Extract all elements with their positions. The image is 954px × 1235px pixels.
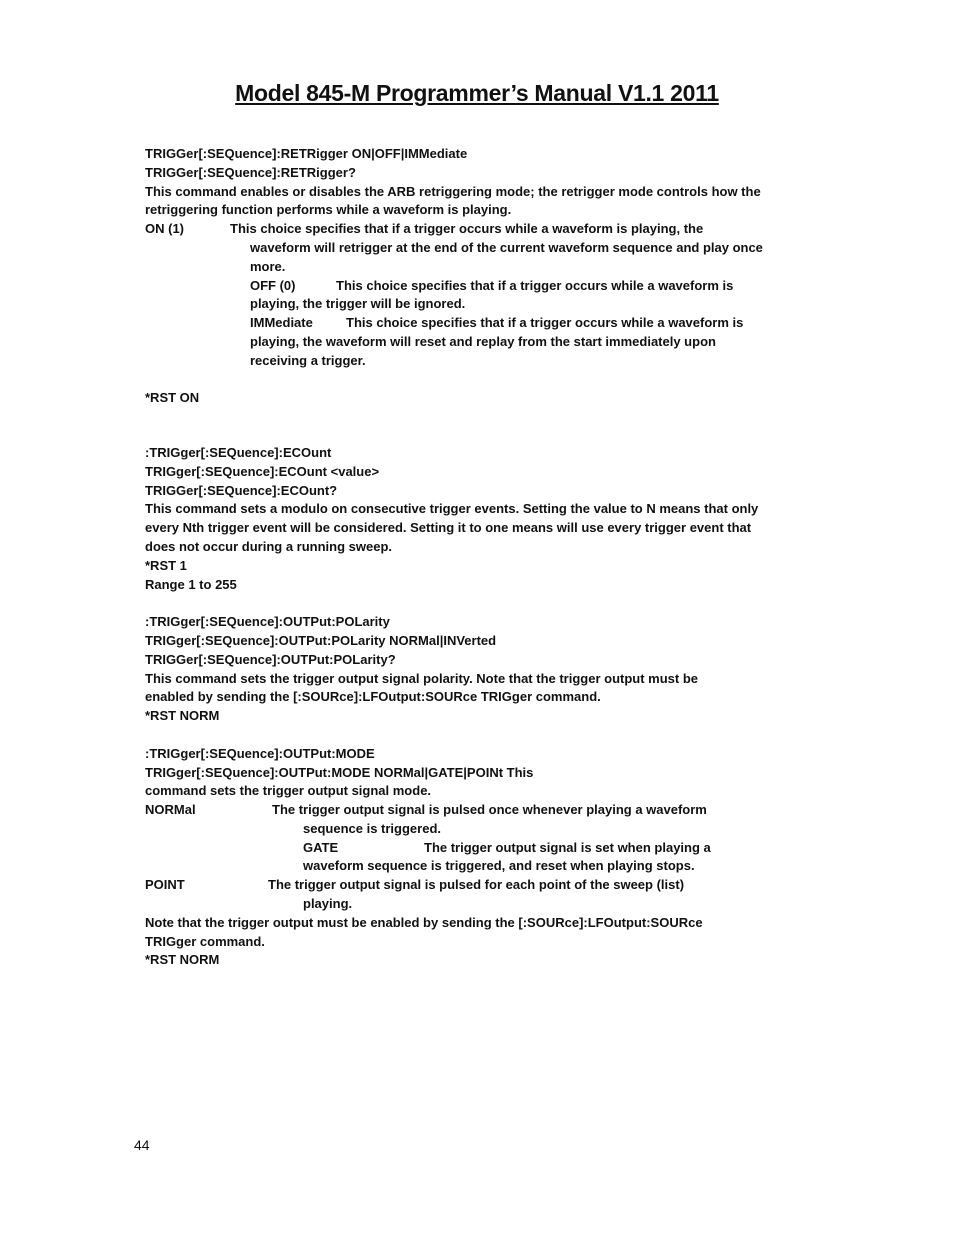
ecount-description-3: does not occur during a running sweep. [145,538,393,554]
option-term: ON (1) [145,221,184,237]
option-description: waveform sequence is triggered, and reset when playing stops. [303,858,695,874]
option-term: GATE [303,839,339,855]
mode-reset-value: *RST NORM [145,952,220,968]
retrigger-option-off [145,277,805,296]
ecount-range: Range 1 to 255 [145,576,237,592]
retrigger-option-on [145,220,805,239]
option-description: receiving a trigger. [250,352,366,368]
ecount-description-2: every Nth trigger event will be considered. Setting it to one means will use every trigger event that [145,520,752,536]
option-term: IMMediate [250,315,313,331]
option-description: The trigger output signal is set when playing a [424,839,711,855]
mode-option-normal [145,801,805,820]
polarity-query: TRIGGer[:SEQuence]:OUTPut:POLarity? [145,651,396,667]
option-description: sequence is triggered. [303,820,441,836]
option-description: playing, the waveform will reset and replay from the start immediately upon [250,333,716,349]
ecount-reset-value: *RST 1 [145,557,187,573]
ecount-query: TRIGGer[:SEQuence]:ECOunt? [145,482,338,498]
polarity-command: :TRIGger[:SEQuence]:OUTPut:POLarity [145,614,390,630]
retrigger-description-1: This command enables or disables the ARB retriggering mode; the retrigger mode controls how the [145,183,761,199]
document-body [145,145,805,970]
mode-note-2: TRIGger command. [145,933,265,949]
mode-command: :TRIGger[:SEQuence]:OUTPut:MODE [145,745,375,761]
mode-description: command sets the trigger output signal mode. [145,783,432,799]
ecount-command-value: TRIGger[:SEQuence]:ECOunt <value> [145,463,380,479]
retrigger-reset-value: *RST ON [145,390,200,406]
option-description: This choice specifies that if a trigger occurs while a waveform is playing, the [230,221,704,237]
polarity-reset-value: *RST NORM [145,708,220,724]
mode-command-value: TRIGger[:SEQuence]:OUTPut:MODE NORMal|GATE|POINt This [145,764,534,780]
ecount-command: :TRIGger[:SEQuence]:ECOunt [145,444,332,460]
option-description: more. [250,258,286,274]
option-term: POINT [145,877,185,893]
mode-option-point [145,876,805,895]
mode-option-gate [145,839,805,858]
option-term: OFF (0) [250,277,296,293]
ecount-description-1: This command sets a modulo on consecutive trigger events. Setting the value to N means that only [145,501,759,517]
polarity-description-2: enabled by sending the [:SOURce]:LFOutput:SOURce TRIGger command. [145,689,601,705]
option-description: playing, the trigger will be ignored. [250,296,466,312]
option-description: playing. [303,896,353,912]
retrigger-command: TRIGGer[:SEQuence]:RETRigger ON|OFF|IMMediate [145,146,468,161]
retrigger-option-immediate [145,314,805,333]
page-title: Model 845-M Programmer’s Manual V1.1 2011 [235,80,719,106]
retrigger-query: TRIGGer[:SEQuence]:RETRigger? [145,164,356,180]
option-description: This choice specifies that if a trigger occurs while a waveform is [336,277,734,293]
retrigger-description-2: retriggering function performs while a waveform is playing. [145,202,512,218]
option-term: NORMal [145,802,196,818]
option-description: The trigger output signal is pulsed once whenever playing a waveform [272,802,707,818]
polarity-command-value: TRIGger[:SEQuence]:OUTPut:POLarity NORMal|INVerted [145,632,497,648]
mode-note-1: Note that the trigger output must be enabled by sending the [:SOURce]:LFOutput:SOURce [145,914,703,930]
option-description: The trigger output signal is pulsed for each point of the sweep (list) [268,877,685,893]
page-number: 44 [134,1137,150,1153]
option-description: This choice specifies that if a trigger occurs while a waveform is [346,315,744,331]
polarity-description-1: This command sets the trigger output signal polarity. Note that the trigger output must be [145,670,699,686]
option-description: waveform will retrigger at the end of the current waveform sequence and play once [250,239,763,255]
